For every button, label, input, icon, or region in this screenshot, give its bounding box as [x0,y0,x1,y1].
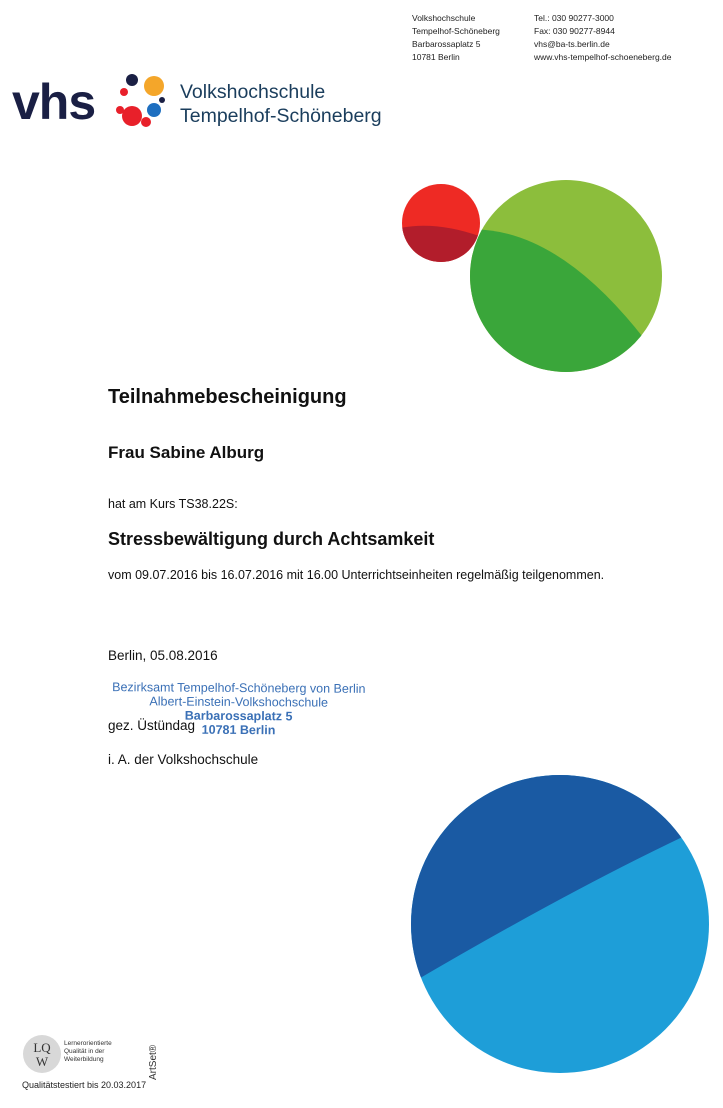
decorative-circles-top [400,180,670,380]
recipient-name: Frau Sabine Alburg [108,443,265,462]
sender-contact [534,12,672,64]
document-title: Teilnahmebescheinigung [108,386,347,408]
lqw-logo-icon [22,1034,62,1074]
phone-number: Tel.: 030 90277-3000 [534,13,614,23]
artset-logo: ArtSet® [148,1044,159,1080]
logo-org-name [180,80,382,128]
course-intro: hat am Kurs TS38.22S: [108,497,238,511]
stamp-line-1: Bezirksamt Tempelhof-Schöneberg von Berlin [112,680,366,696]
svg-text:W: W [35,1054,49,1069]
email-address: vhs@ba-ts.berlin.de [534,39,610,49]
address-line: Barbarossaplatz 5 [412,39,481,49]
address-line: Volkshochschule [412,13,476,23]
blue-circle [410,774,710,1074]
place-date: Berlin, 05.08.2016 [108,648,218,663]
signature-line: gez. Üstündag [108,718,196,733]
on-behalf-line: i. A. der Volkshochschule [108,752,259,767]
fax-number: Fax: 030 90277-8944 [534,26,615,36]
lqw-line-2: Qualität in der [64,1048,105,1055]
quality-certification-note: Qualitätstestiert bis 20.03.2017 [22,1080,147,1090]
stamp-line-4: 10781 Berlin [201,722,276,738]
address-line: 10781 Berlin [412,52,460,62]
website-url: www.vhs-tempelhof-schoeneberg.de [534,52,672,62]
lqw-line-3: Weiterbildung [64,1056,104,1063]
lqw-line-1: Lernerorientierte [64,1040,112,1047]
stamp-line-3: Barbarossaplatz 5 [184,708,293,724]
sender-address [412,12,500,64]
address-line: Tempelhof-Schöneberg [412,26,500,36]
official-stamp [112,680,366,738]
vhs-logo-dots-icon [108,70,170,132]
course-details: vom 09.07.2016 bis 16.07.2016 mit 16.00 Unterrichtseinheiten regelmäßig teilgenommen. [108,568,605,582]
svg-text:LQ: LQ [33,1040,51,1055]
logo-line-1: Volkshochschule [180,81,326,103]
logo-line-2: Tempelhof-Schöneberg [180,105,382,127]
lqw-description [64,1040,112,1064]
stamp-line-2: Albert-Einstein-Volkshochschule [149,694,329,710]
course-name: Stressbewältigung durch Achtsamkeit [108,529,435,549]
green-circle [460,180,670,380]
vhs-logo-word: vhs [12,74,96,130]
